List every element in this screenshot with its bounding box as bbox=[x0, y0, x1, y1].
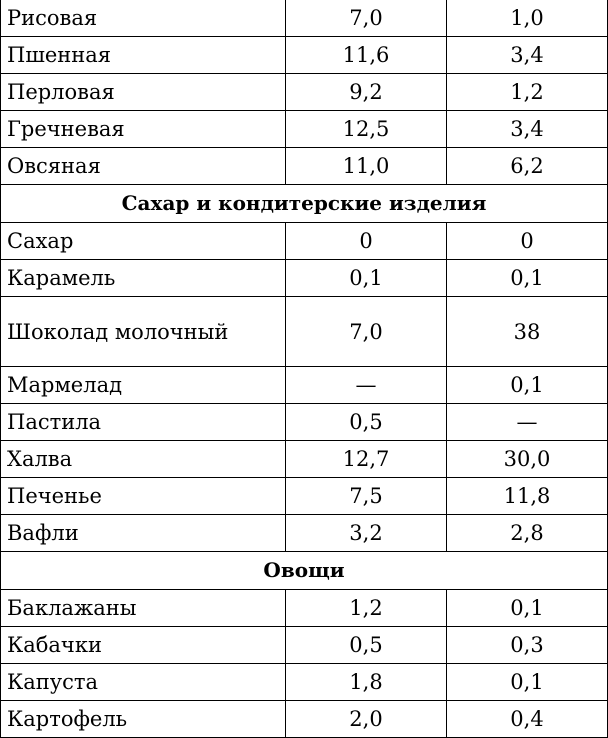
product-name: Вафли bbox=[1, 515, 286, 552]
value-col-1: 3,2 bbox=[286, 515, 447, 552]
section-title: Овощи bbox=[1, 552, 608, 590]
section-title: Сахар и кондитерские изделия bbox=[1, 185, 608, 223]
product-name: Пастила bbox=[1, 404, 286, 441]
value-col-1: 0,5 bbox=[286, 404, 447, 441]
table-row bbox=[1, 74, 608, 111]
value-col-2: 30,0 bbox=[447, 441, 608, 478]
value-col-1: 9,2 bbox=[286, 74, 447, 111]
table-row bbox=[1, 260, 608, 297]
table-row bbox=[1, 297, 608, 367]
product-name: Халва bbox=[1, 441, 286, 478]
value-col-1: 12,5 bbox=[286, 111, 447, 148]
table-row bbox=[1, 148, 608, 185]
product-name: Мармелад bbox=[1, 367, 286, 404]
value-col-2: 0,3 bbox=[447, 627, 608, 664]
value-col-1: 7,0 bbox=[286, 297, 447, 367]
value-col-2: 0,1 bbox=[447, 590, 608, 627]
table-row bbox=[1, 627, 608, 664]
product-name: Баклажаны bbox=[1, 590, 286, 627]
value-col-1: — bbox=[286, 367, 447, 404]
value-col-2: 0,1 bbox=[447, 367, 608, 404]
product-name: Пшенная bbox=[1, 37, 286, 74]
product-name: Перловая bbox=[1, 74, 286, 111]
product-name: Картофель bbox=[1, 701, 286, 738]
value-col-2: — bbox=[447, 404, 608, 441]
value-col-1: 7,5 bbox=[286, 478, 447, 515]
table-row bbox=[1, 223, 608, 260]
value-col-2: 1,2 bbox=[447, 74, 608, 111]
value-col-1: 11,0 bbox=[286, 148, 447, 185]
value-col-1: 11,6 bbox=[286, 37, 447, 74]
value-col-2: 0,1 bbox=[447, 260, 608, 297]
value-col-1: 7,0 bbox=[286, 0, 447, 37]
table-row bbox=[1, 111, 608, 148]
table-row bbox=[1, 478, 608, 515]
value-col-1: 2,0 bbox=[286, 701, 447, 738]
value-col-1: 1,8 bbox=[286, 664, 447, 701]
value-col-2: 6,2 bbox=[447, 148, 608, 185]
value-col-2: 3,4 bbox=[447, 111, 608, 148]
table-row bbox=[1, 664, 608, 701]
product-name: Печенье bbox=[1, 478, 286, 515]
table-row bbox=[1, 367, 608, 404]
table-row bbox=[1, 441, 608, 478]
table-row bbox=[1, 590, 608, 627]
section-header-row bbox=[1, 552, 608, 590]
value-col-1: 0,1 bbox=[286, 260, 447, 297]
table-row bbox=[1, 701, 608, 738]
product-name: Кабачки bbox=[1, 627, 286, 664]
product-name: Овсяная bbox=[1, 148, 286, 185]
product-name: Гречневая bbox=[1, 111, 286, 148]
value-col-2: 3,4 bbox=[447, 37, 608, 74]
product-name: Карамель bbox=[1, 260, 286, 297]
table-row bbox=[1, 515, 608, 552]
product-name: Шоколад молочный bbox=[1, 297, 286, 367]
section-header-row bbox=[1, 185, 608, 223]
value-col-2: 2,8 bbox=[447, 515, 608, 552]
table-row bbox=[1, 0, 608, 37]
value-col-1: 0 bbox=[286, 223, 447, 260]
table-row bbox=[1, 37, 608, 74]
value-col-2: 0 bbox=[447, 223, 608, 260]
product-name: Капуста bbox=[1, 664, 286, 701]
value-col-2: 38 bbox=[447, 297, 608, 367]
value-col-1: 0,5 bbox=[286, 627, 447, 664]
value-col-2: 11,8 bbox=[447, 478, 608, 515]
product-name: Рисовая bbox=[1, 0, 286, 37]
value-col-2: 1,0 bbox=[447, 0, 608, 37]
value-col-2: 0,4 bbox=[447, 701, 608, 738]
value-col-2: 0,1 bbox=[447, 664, 608, 701]
value-col-1: 12,7 bbox=[286, 441, 447, 478]
table-row bbox=[1, 404, 608, 441]
product-name: Сахар bbox=[1, 223, 286, 260]
value-col-1: 1,2 bbox=[286, 590, 447, 627]
